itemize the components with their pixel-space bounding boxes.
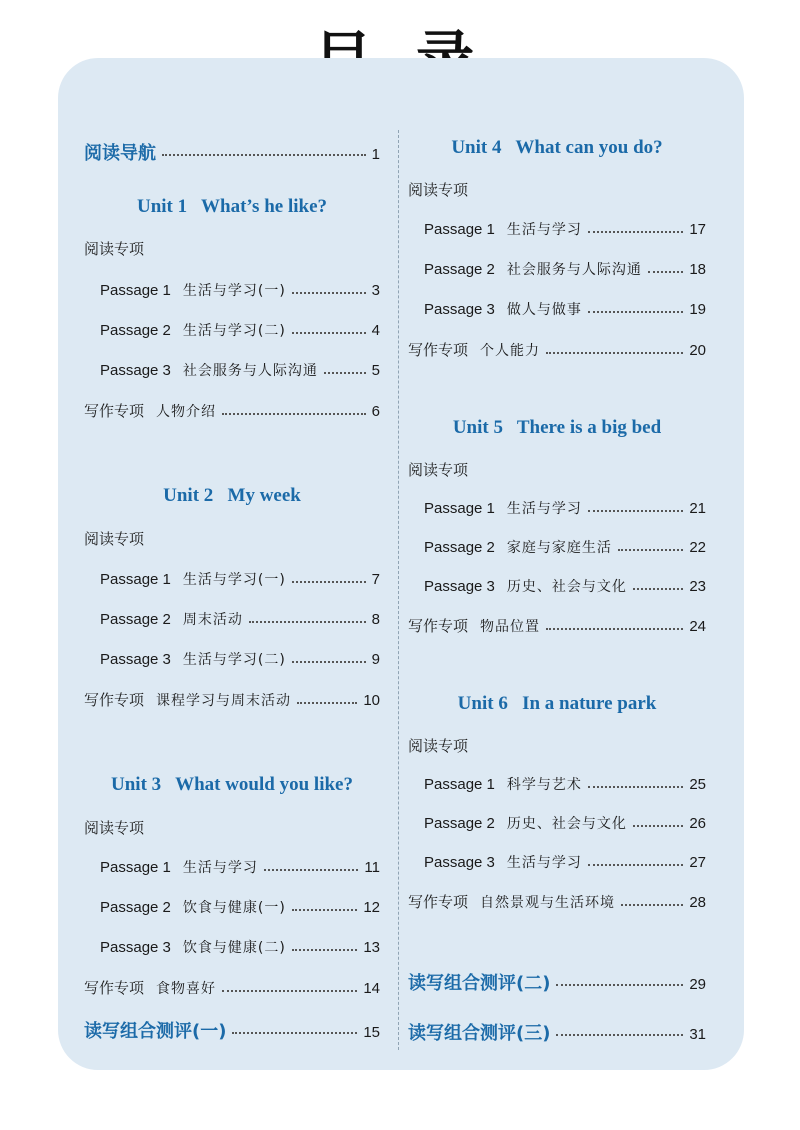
toc-entry-passage[interactable]: Passage 1 生活与学习(一) 3 <box>100 282 380 299</box>
leader-dots <box>556 984 683 986</box>
leader-dots <box>633 588 683 590</box>
toc-entry-passage[interactable]: Passage 1 生活与学习 21 <box>424 500 706 517</box>
toc-entry-passage[interactable]: Passage 2 生活与学习(二) 4 <box>100 322 380 339</box>
toc-entry-writing[interactable]: 写作专项 食物喜好 14 <box>84 980 380 997</box>
unit-heading: Unit 4 What can you do? <box>451 137 663 158</box>
toc-entry-passage[interactable]: Passage 3 社会服务与人际沟通 5 <box>100 362 380 379</box>
unit-heading: Unit 3 What would you like? <box>111 774 353 795</box>
toc-entry-writing[interactable]: 写作专项 个人能力 20 <box>408 342 706 359</box>
leader-dots <box>264 869 359 871</box>
unit-heading: Unit 6 In a nature park <box>457 693 657 714</box>
section-label: 阅读专项 <box>408 738 469 755</box>
section-label: 阅读专项 <box>84 241 145 258</box>
leader-dots <box>588 786 683 788</box>
toc-entry-writing[interactable]: 写作专项 课程学习与周末活动 10 <box>84 692 380 709</box>
toc-entry-writing[interactable]: 写作专项 物品位置 24 <box>408 618 706 635</box>
leader-dots <box>292 909 357 911</box>
leader-dots <box>249 621 366 623</box>
toc-entry-passage[interactable]: Passage 3 做人与做事 19 <box>424 301 706 318</box>
toc-entry-passage[interactable]: Passage 2 社会服务与人际沟通 18 <box>424 261 706 278</box>
toc-entry-reading-guide[interactable] <box>84 139 380 165</box>
leader-dots <box>648 271 683 273</box>
toc-entry-passage[interactable]: Passage 2 周末活动 8 <box>100 611 380 628</box>
leader-dots <box>162 154 366 156</box>
leader-dots <box>292 332 366 334</box>
page-number: 1 <box>371 146 380 163</box>
leader-dots <box>232 1032 357 1034</box>
toc-entry-passage[interactable]: Passage 2 家庭与家庭生活 22 <box>424 539 706 556</box>
toc-entry-passage[interactable]: Passage 2 饮食与健康(一) 12 <box>100 899 380 916</box>
toc-entry-assessment[interactable]: 读写组合测评(三) 31 <box>408 1023 706 1044</box>
leader-dots <box>588 311 683 313</box>
leader-dots <box>292 292 366 294</box>
leader-dots <box>556 1034 683 1036</box>
toc-entry-passage[interactable]: Passage 1 生活与学习 17 <box>424 221 706 238</box>
leader-dots <box>546 352 683 354</box>
leader-dots <box>588 231 683 233</box>
column-divider <box>398 130 399 1050</box>
toc-entry-passage[interactable]: Passage 3 饮食与健康(二) 13 <box>100 939 380 956</box>
leader-dots <box>546 628 683 630</box>
leader-dots <box>588 864 683 866</box>
leader-dots <box>292 949 357 951</box>
toc-entry-passage[interactable]: Passage 1 生活与学习 11 <box>100 859 380 876</box>
entry-label: 阅读导航 <box>84 143 156 164</box>
leader-dots <box>621 904 683 906</box>
section-label: 阅读专项 <box>84 820 145 837</box>
unit-heading: Unit 1 What’s he like? <box>136 196 328 217</box>
leader-dots <box>324 372 366 374</box>
unit-heading: Unit 2 My week <box>163 485 301 506</box>
leader-dots <box>633 825 683 827</box>
toc-entry-passage[interactable]: Passage 3 生活与学习(二) 9 <box>100 651 380 668</box>
toc-entry-passage[interactable]: Passage 1 生活与学习(一) 7 <box>100 571 380 588</box>
toc-entry-assessment[interactable]: 读写组合测评(一) 15 <box>84 1021 380 1042</box>
leader-dots <box>588 510 683 512</box>
section-label: 阅读专项 <box>408 462 469 479</box>
toc-entry-passage[interactable]: Passage 1 科学与艺术 25 <box>424 776 706 793</box>
toc-entry-passage[interactable]: Passage 3 生活与学习 27 <box>424 854 706 871</box>
leader-dots <box>292 581 366 583</box>
leader-dots <box>297 702 357 704</box>
leader-dots <box>222 990 357 992</box>
section-label: 阅读专项 <box>84 531 145 548</box>
leader-dots <box>618 549 683 551</box>
toc-entry-passage[interactable]: Passage 2 历史、社会与文化 26 <box>424 815 706 832</box>
toc-entry-assessment[interactable]: 读写组合测评(二) 29 <box>408 973 706 994</box>
leader-dots <box>222 413 366 415</box>
toc-entry-passage[interactable]: Passage 3 历史、社会与文化 23 <box>424 578 706 595</box>
leader-dots <box>292 661 366 663</box>
section-label: 阅读专项 <box>408 182 469 199</box>
toc-entry-writing[interactable]: 写作专项 自然景观与生活环境 28 <box>408 894 706 911</box>
toc-entry-writing[interactable]: 写作专项 人物介绍 6 <box>84 403 380 420</box>
unit-heading: Unit 5 There is a big bed <box>452 417 662 438</box>
